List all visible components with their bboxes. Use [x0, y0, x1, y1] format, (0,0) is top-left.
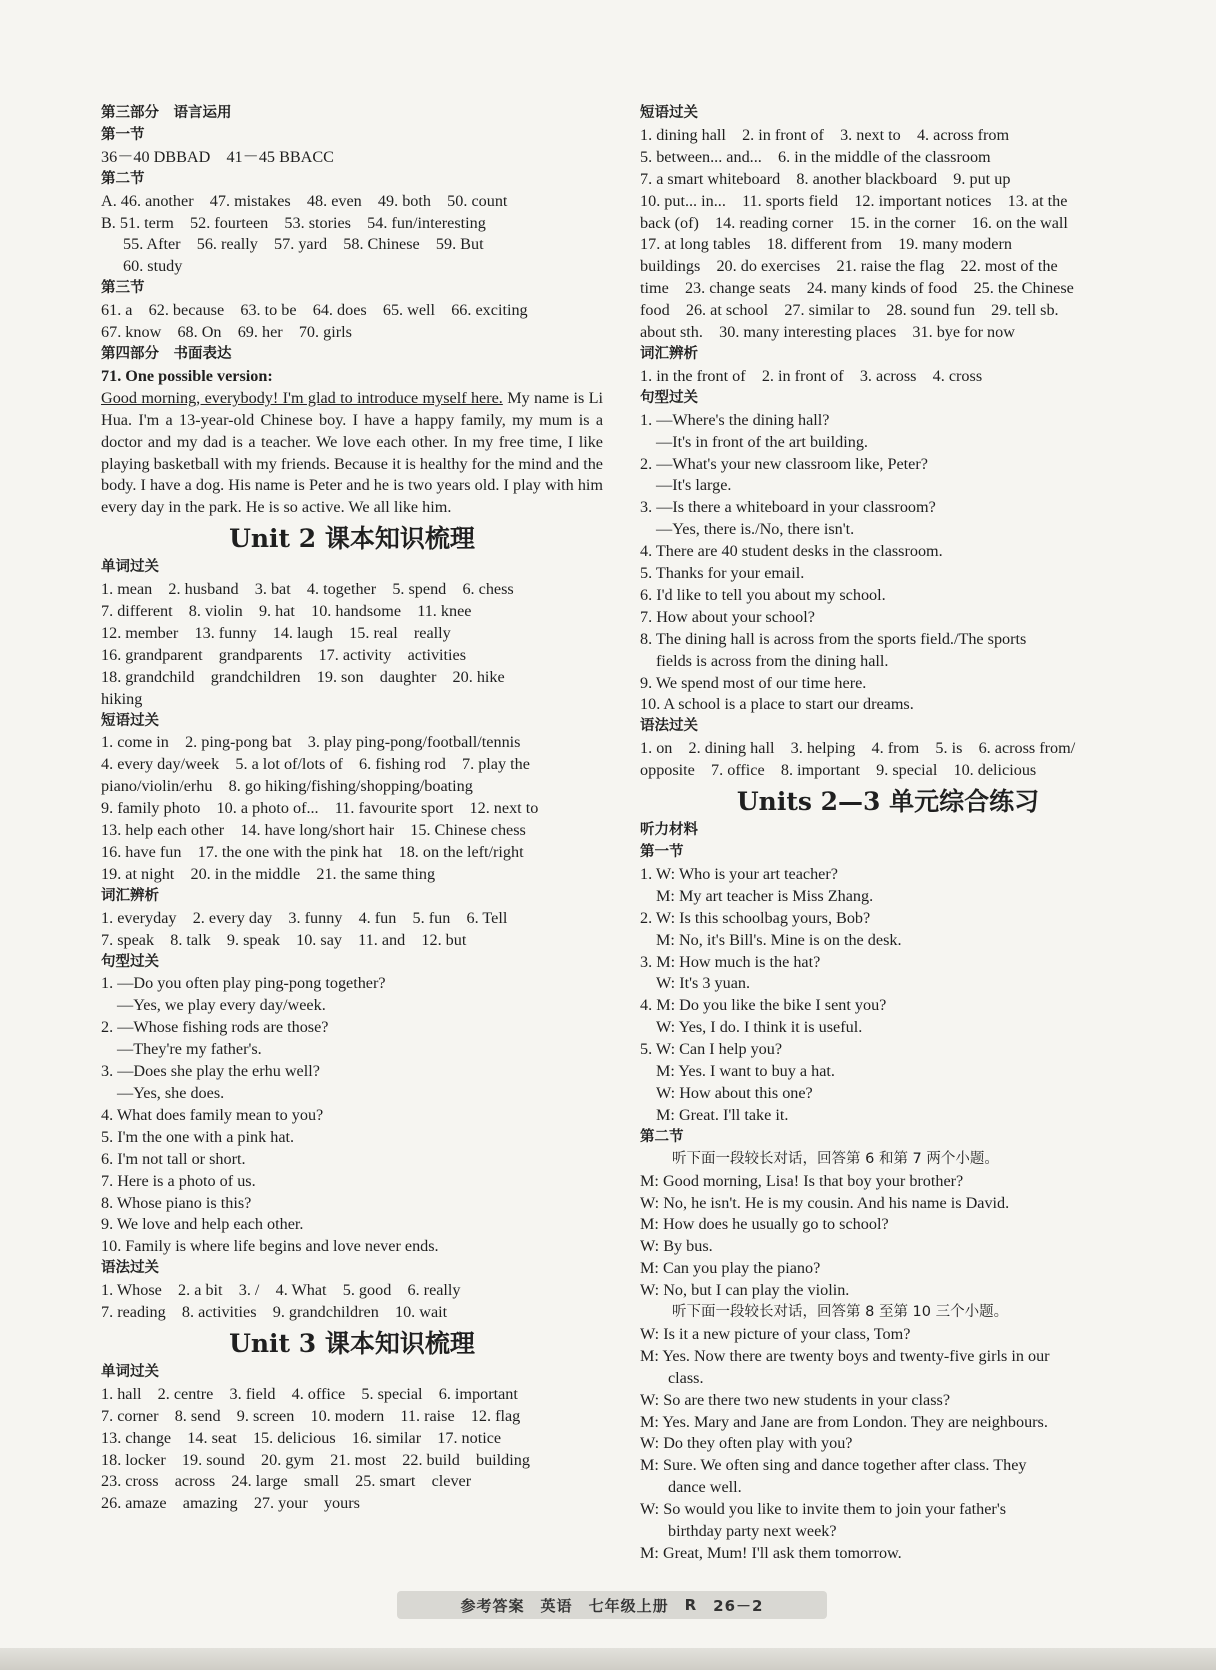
answer-line: 1. come in 2. ping-pong bat 3. play ping-pong/football/tennis: [101, 733, 521, 752]
answer-line: —Yes, we play every day/week.: [117, 996, 326, 1015]
dialogue-line: W: So would you like to invite them to join your father's: [640, 1500, 1007, 1519]
dialogue-line: M: How does he usually go to school?: [640, 1215, 889, 1234]
answer-line: 13. change 14. seat 15. delicious 16. similar 17. notice: [101, 1428, 502, 1447]
answer-line: 4. There are 40 student desks in the classroom.: [640, 542, 943, 561]
answer-line: 6. I'm not tall or short.: [101, 1149, 246, 1168]
answer-line: 16. have fun 17. the one with the pink hat 18. on the left/right: [101, 843, 524, 861]
subsection-heading: 词汇辨析: [640, 345, 698, 362]
dialogue-line: W: So are there two new students in your class?: [640, 1390, 951, 1409]
dialogue-line: birthday party next week?: [668, 1522, 837, 1541]
subsection-heading: 句型过关: [640, 389, 698, 406]
answer-line: 23. cross across 24. large small 25. smart clever: [101, 1472, 472, 1491]
right-column: [640, 103, 1136, 1565]
answer-line: food 26. at school 27. similar to 28. sound fun 29. tell sb.: [640, 301, 1059, 320]
dialogue-line: 1. W: Who is your art teacher?: [640, 864, 838, 883]
answer-line: 16. grandparent grandparents 17. activity activities: [101, 645, 467, 664]
essay-body: My name is Li Hua. I'm a 13-year-old Chinese boy. I have a happy family, my mum is a doctor and my dad is a teacher. We love each other. In my free time, I like playing basketball with my friends. Because it is healthy for the mind and the body. I have a dog. His name is Peter and he is two years old. I play with him every day in the park. He is so active. We all like him.: [101, 388, 603, 517]
answer-line: 71. One possible version:: [101, 366, 273, 385]
dialogue-line: W: How about this one?: [656, 1083, 813, 1102]
answer-line: 36－40 DBBAD 41－45 BBACC: [101, 147, 334, 166]
subsection-heading: 第一节: [101, 126, 145, 143]
footer-edition: R: [684, 1596, 698, 1614]
u3-vocab-list: [101, 1384, 603, 1515]
unit-3-title: Unit 3 课本知识梳理: [229, 1328, 475, 1358]
subsection-heading: 第二节: [101, 170, 145, 187]
dialogue-line: W: No, he isn't. He is my cousin. And his name is David.: [640, 1193, 1010, 1212]
footer-subject: 英语: [540, 1596, 573, 1615]
answer-line: 7. How about your school?: [640, 607, 815, 626]
answer-line: hiking: [101, 689, 143, 708]
dialogue-line: W: By bus.: [640, 1237, 713, 1256]
listening-part1: [640, 864, 1136, 1127]
answer-line: buildings 20. do exercises 21. raise the flag 22. most of the: [640, 257, 1058, 276]
dialogue-line: class.: [668, 1368, 704, 1387]
answer-line: 61. a 62. because 63. to be 64. does 65. well 66. exciting: [101, 301, 528, 320]
answer-line: —It's in front of the art building.: [656, 432, 868, 451]
answer-line: —Yes, she does.: [117, 1083, 225, 1102]
answer-line: 1. dining hall 2. in front of 3. next to 4. across from: [640, 125, 1010, 144]
subsection-heading: 短语过关: [640, 105, 698, 121]
answer-line: 8. Whose piano is this?: [101, 1193, 252, 1212]
answer-line: 7. corner 8. send 9. screen 10. modern 11. raise 12. flag: [101, 1406, 521, 1425]
answer-line: 7. a smart whiteboard 8. another blackboard 9. put up: [640, 169, 1011, 188]
answer-line: 55. After 56. really 57. yard 58. Chinese 59. But: [123, 235, 484, 254]
answer-line: 7. speak 8. talk 9. speak 10. say 11. and 12. but: [101, 930, 467, 949]
subsection-heading: 语法过关: [640, 718, 698, 735]
dialogue-line: M: Yes. Mary and Jane are from London. They are neighbours.: [640, 1412, 1048, 1431]
subsection-heading: 单词过关: [101, 559, 159, 576]
answer-line: 19. at night 20. in the middle 21. the same thing: [101, 864, 436, 883]
dialogue-line: W: Is it a new picture of your class, Tom?: [640, 1324, 911, 1343]
subsection-heading: 语法过关: [101, 1260, 159, 1277]
page-footer: [397, 1591, 827, 1619]
answer-line: 26. amaze amazing 27. your yours: [101, 1494, 360, 1513]
instruction-line: 听下面一段较长对话，回答第 6 和第 7 两个小题。: [672, 1150, 999, 1167]
answer-line: 10. put... in... 11. sports field 12. important notices 13. at the: [640, 191, 1068, 210]
answer-line: 2. —What's your new classroom like, Peter?: [640, 454, 928, 473]
footer-label: 参考答案: [460, 1596, 525, 1615]
answer-line: 9. family photo 10. a photo of... 11. favourite sport 12. next to: [101, 799, 539, 818]
u2-sentence-list: [101, 973, 603, 1258]
answer-line: 3. —Is there a whiteboard in your classroom?: [640, 498, 936, 517]
dialogue-line: M: Great. I'll take it.: [656, 1105, 789, 1124]
answer-line: opposite 7. office 8. important 9. special 10. delicious: [640, 761, 1037, 780]
answer-line: time 23. change seats 24. many kinds of food 25. the Chinese: [640, 279, 1074, 298]
answer-line: 3. —Does she play the erhu well?: [101, 1062, 320, 1081]
answer-line: B. 51. term 52. fourteen 53. stories 54. fun/interesting: [101, 213, 486, 232]
answer-line: 10. Family is where life begins and love never ends.: [101, 1237, 439, 1256]
answer-line: 5. I'm the one with a pink hat.: [101, 1127, 295, 1146]
dialogue-line: 4. M: Do you like the bike I sent you?: [640, 996, 887, 1015]
subsection-heading: 词汇辨析: [101, 887, 159, 904]
dialogue-line: M: Sure. We often sing and dance together after class. They: [640, 1456, 1027, 1475]
subsection-heading: 单词过关: [101, 1363, 159, 1380]
dialogue-line: W: Do they often play with you?: [640, 1434, 853, 1453]
answer-line: 1. in the front of 2. in front of 3. across 4. cross: [640, 366, 983, 385]
answer-line: 1. everyday 2. every day 3. funny 4. fun 5. fun 6. Tell: [101, 908, 508, 927]
answer-line: 5. Thanks for your email.: [640, 564, 805, 583]
instruction-line: 听下面一段较长对话，回答第 8 至第 10 三个小题。: [672, 1304, 1009, 1321]
answer-line: about sth. 30. many interesting places 31. bye for now: [640, 323, 1015, 342]
footer-grade: 七年级上册: [588, 1596, 669, 1615]
answer-line: 9. We love and help each other.: [101, 1215, 304, 1234]
answer-line: 7. reading 8. activities 9. grandchildren 10. wait: [101, 1303, 448, 1322]
subsection-heading: 短语过关: [101, 712, 159, 729]
listening-part2-a: [640, 1171, 1136, 1302]
footer-page-number: 26－2: [713, 1596, 764, 1615]
answer-line: 2. —Whose fishing rods are those?: [101, 1018, 329, 1037]
dialogue-line: M: Yes. Now there are twenty boys and twenty-five girls in our: [640, 1346, 1050, 1365]
dialogue-line: M: My art teacher is Miss Zhang.: [656, 886, 874, 905]
dialogue-line: M: Can you play the piano?: [640, 1259, 821, 1278]
dialogue-line: 3. M: How much is the hat?: [640, 952, 821, 971]
u2-vocab-list: [101, 579, 603, 710]
section-heading: 第四部分 书面表达: [101, 345, 232, 362]
answer-line: back (of) 14. reading corner 15. in the corner 16. on the wall: [640, 213, 1068, 232]
subsection-heading: 第一节: [640, 844, 684, 860]
dialogue-line: W: Yes, I do. I think it is useful.: [656, 1018, 863, 1037]
subsection-heading: 听力材料: [640, 822, 698, 839]
dialogue-line: W: It's 3 yuan.: [656, 974, 751, 993]
answer-line: 1. mean 2. husband 3. bat 4. together 5. spend 6. chess: [101, 580, 514, 599]
subsection-heading: 句型过关: [101, 953, 159, 970]
answer-line: 18. locker 19. sound 20. gym 21. most 22. build building: [101, 1450, 530, 1469]
listening-part2-b: [640, 1324, 1136, 1565]
answer-line: 17. at long tables 18. different from 19. many modern: [640, 235, 1012, 254]
answer-line: piano/violin/erhu 8. go hiking/fishing/shopping/boating: [101, 777, 473, 796]
answer-line: 60. study: [123, 257, 183, 276]
answer-line: 8. The dining hall is across from the sports field./The sports: [640, 629, 1027, 648]
answer-line: 4. every day/week 5. a lot of/lots of 6. fishing rod 7. play the: [101, 755, 530, 774]
dialogue-line: 2. W: Is this schoolbag yours, Bob?: [640, 908, 871, 927]
units-2-3-title: Units 2—3 单元综合练习: [736, 787, 1040, 817]
dialogue-line: 5. W: Can I help you?: [640, 1040, 783, 1059]
answer-line: 10. A school is a place to start our dreams.: [640, 695, 914, 714]
answer-line: 6. I'd like to tell you about my school.: [640, 585, 886, 604]
answer-line: 7. Here is a photo of us.: [101, 1171, 256, 1190]
dialogue-line: M: Good morning, Lisa! Is that boy your brother?: [640, 1171, 964, 1190]
u3-sentence-list: [640, 410, 1136, 717]
answer-line: —It's large.: [656, 476, 732, 495]
answer-line: 1. Whose 2. a bit 3. / 4. What 5. good 6. really: [101, 1281, 461, 1300]
answer-line: —Yes, there is./No, there isn't.: [656, 520, 855, 539]
sample-essay: [101, 388, 603, 519]
answer-line: 4. What does family mean to you?: [101, 1105, 324, 1124]
answer-line: —They're my father's.: [117, 1040, 262, 1059]
subsection-heading: 第三节: [101, 280, 145, 297]
answer-line: 12. member 13. funny 14. laugh 15. real really: [101, 623, 451, 642]
answer-line: fields is across from the dining hall.: [656, 651, 889, 670]
answer-line: 5. between... and... 6. in the middle of the classroom: [640, 147, 991, 166]
dialogue-line: M: Yes. I want to buy a hat.: [656, 1062, 835, 1081]
answer-line: 18. grandchild grandchildren 19. son daughter 20. hike: [101, 667, 505, 686]
answer-line: 9. We spend most of our time here.: [640, 673, 867, 692]
answer-line: 1. on 2. dining hall 3. helping 4. from 5. is 6. across from/: [640, 739, 1076, 758]
left-column: [101, 103, 603, 1515]
answer-line: 1. —Where's the dining hall?: [640, 410, 830, 429]
essay-opening: Good morning, everybody! I'm glad to introduce myself here.: [101, 388, 503, 407]
answer-line: 67. know 68. On 69. her 70. girls: [101, 323, 352, 342]
answer-line: 1. hall 2. centre 3. field 4. office 5. special 6. important: [101, 1384, 518, 1403]
answer-line: 13. help each other 14. have long/short hair 15. Chinese chess: [101, 821, 526, 840]
answer-line: 7. different 8. violin 9. hat 10. handsome 11. knee: [101, 602, 472, 621]
u2-phrase-list: [101, 732, 603, 885]
scan-edge: [0, 1648, 1216, 1670]
answer-line: 1. —Do you often play ping-pong together?: [101, 974, 386, 993]
unit-2-title: Unit 2 课本知识梳理: [229, 524, 475, 554]
dialogue-line: M: Great, Mum! I'll ask them tomorrow.: [640, 1544, 902, 1562]
dialogue-line: M: No, it's Bill's. Mine is on the desk.: [656, 930, 902, 949]
dialogue-line: dance well.: [668, 1478, 742, 1497]
u3-phrase-list: [640, 125, 1136, 344]
section-heading: 第三部分 语言运用: [101, 105, 232, 121]
subsection-heading: 第二节: [640, 1128, 684, 1145]
dialogue-line: W: No, but I can play the violin.: [640, 1281, 850, 1300]
answer-line: A. 46. another 47. mistakes 48. even 49. both 50. count: [101, 191, 508, 210]
